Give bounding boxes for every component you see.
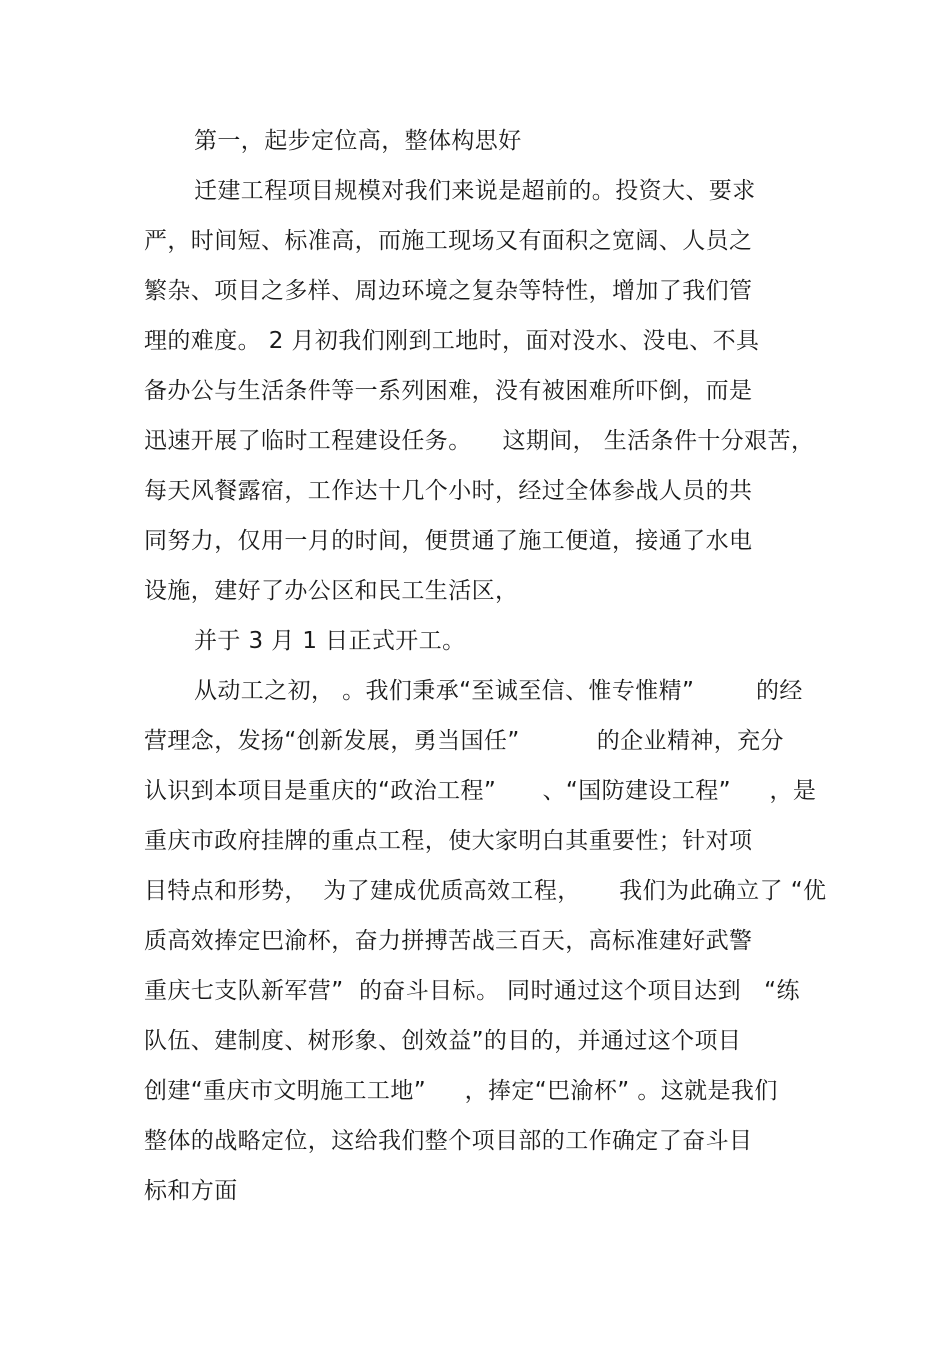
body-line: 备办公与生活条件等一系列困难，没有被困难所吓倒，而是: [144, 378, 753, 404]
body-line: 从动工之初， 。我们秉承“至诚至信、惟专惟精” 的经: [194, 678, 803, 704]
body-line: 严，时间短、标准高，而施工现场又有面积之宽阔、人员之: [144, 228, 753, 254]
body-line: 目特点和形势， 为了建成优质高效工程， 我们为此确立了 “优: [144, 878, 827, 904]
body-line: 迅速开展了临时工程建设任务。 这期间， 生活条件十分艰苦，: [144, 428, 815, 454]
body-line: 并于 3 月 1 日正式开工。: [194, 628, 466, 654]
body-line: 队伍、建制度、树形象、创效益”的目的，并通过这个项目: [144, 1028, 742, 1054]
section-heading: 第一，起步定位高，整体构思好: [194, 128, 522, 154]
body-line: 重庆七支队新军营” 的奋斗目标。 同时通过这个项目达到 “练: [144, 978, 800, 1004]
body-line: 标和方面: [144, 1178, 238, 1204]
body-line: 理的难度。 2 月初我们刚到工地时，面对没水、没电、不具: [144, 328, 760, 354]
body-line: 迁建工程项目规模对我们来说是超前的。投资大、要求: [194, 178, 756, 204]
body-line: 质高效捧定巴渝杯，奋力拼搏苦战三百天，高标准建好武警: [144, 928, 753, 954]
body-line: 每天风餐露宿，工作达十几个小时，经过全体参战人员的共: [144, 478, 753, 504]
body-line: 创建“重庆市文明施工工地” ，捧定“巴渝杯” 。这就是我们: [144, 1078, 778, 1104]
body-line: 同努力，仅用一月的时间，便贯通了施工便道，接通了水电: [144, 528, 753, 554]
body-line: 繁杂、项目之多样、周边环境之复杂等特性，增加了我们管: [144, 278, 753, 304]
body-line: 重庆市政府挂牌的重点工程，使大家明白其重要性；针对项: [144, 828, 753, 854]
body-line: 营理念，发扬“创新发展，勇当国任” 的企业精神，充分: [144, 728, 784, 754]
body-line: 设施，建好了办公区和民工生活区，: [144, 578, 519, 604]
body-line: 认识到本项目是重庆的“政治工程” 、“国防建设工程” ，是: [144, 778, 817, 804]
body-line: 整体的战略定位，这给我们整个项目部的工作确定了奋斗目: [144, 1128, 753, 1154]
